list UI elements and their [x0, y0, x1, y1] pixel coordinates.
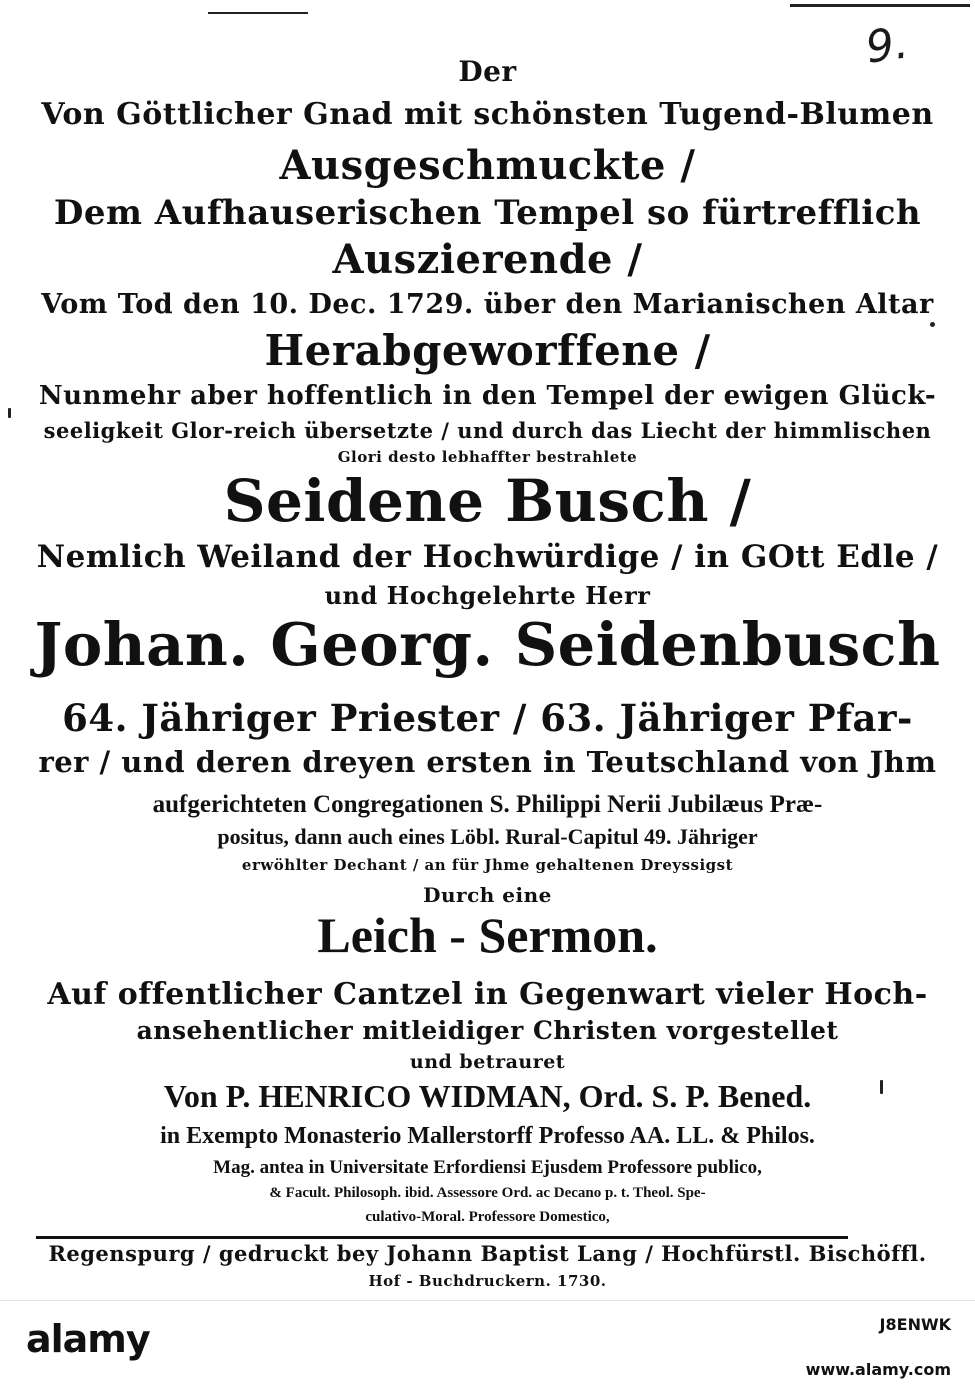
- title-line: Glori desto lebhaffter bestrahlete: [337, 448, 638, 466]
- ink-speck: [8, 408, 11, 418]
- image-id: J8ENWK: [879, 1315, 951, 1334]
- title-line: Von Göttlicher Gnad mit schönsten Tugend-Blumen: [41, 97, 934, 132]
- title-line: aufgerichteten Congregationen S. Philippi Nerii Jubilæus Præ-: [152, 791, 823, 818]
- title-line: culativo-Moral. Professore Domestico,: [365, 1209, 610, 1225]
- title-line: positus, dann auch eines Löbl. Rural-Capitul 49. Jähriger: [217, 824, 758, 849]
- subject-name: Johan. Georg. Seidenbusch: [34, 610, 941, 679]
- title-line: Auszierende /: [332, 236, 643, 283]
- folio-number: 9.: [862, 17, 912, 74]
- title-line: Herabgeworffene /: [264, 326, 711, 375]
- title-line: Durch eine: [423, 883, 552, 907]
- imprint-line: Regenspurg / gedruckt bey Johann Baptist Lang / Hochfürstl. Bischöffl.: [48, 1241, 927, 1266]
- sermon-title: Leich - Sermon.: [317, 907, 658, 963]
- imprint-rule: [36, 1236, 848, 1239]
- title-line: Auf offentlicher Cantzel in Gegenwart vieler Hoch-: [47, 977, 928, 1012]
- title-line: und betrauret: [409, 1051, 566, 1073]
- ink-speck: [880, 1080, 883, 1094]
- author-line: Von P. HENRICO WIDMAN, Ord. S. P. Bened.: [163, 1078, 812, 1114]
- title-line: und Hochgelehrte Herr: [324, 581, 651, 610]
- title-line: 64. Jähriger Priester / 63. Jähriger Pfar-: [62, 696, 913, 740]
- title-line-der: Der: [458, 55, 517, 88]
- title-line: Nemlich Weiland der Hochwürdige / in GOtt Edle /: [36, 539, 939, 575]
- main-title-seidene-busch: Seidene Busch /: [223, 467, 752, 535]
- title-line: in Exempto Monasterio Mallerstorff Professo AA. LL. & Philos.: [160, 1123, 815, 1149]
- site-url: www.alamy.com: [805, 1360, 951, 1379]
- alamy-logo: alamy: [26, 1317, 150, 1361]
- title-line: Ausgeschmuckte /: [279, 142, 696, 189]
- title-line: Mag. antea in Universitate Erfordiensi Ejusdem Professore publico,: [213, 1157, 762, 1178]
- watermark-meta: [806, 1315, 951, 1379]
- title-line: Nunmehr aber hoffentlich in den Tempel der ewigen Glück-: [38, 381, 937, 411]
- title-line: Dem Aufhauserischen Tempel so fürtrefflich: [53, 193, 922, 233]
- title-line: & Facult. Philosoph. ibid. Assessore Ord. ac Decano p. t. Theol. Spe-: [269, 1185, 706, 1201]
- title-line: ansehentlicher mitleidiger Christen vorgestellet: [136, 1016, 839, 1045]
- title-line: rer / und deren dreyen ersten in Teutschland von Jhm: [38, 745, 937, 779]
- title-line: seeligkeit Glor-reich übersetzte / und durch das Liecht der himmlischen: [43, 418, 932, 443]
- top-rule-left: [208, 12, 308, 14]
- title-line: erwöhlter Dechant / an für Jhme gehaltenen Dreyssigst: [241, 856, 734, 874]
- stock-watermark-bar: [0, 1300, 975, 1391]
- title-line: Vom Tod den 10. Dec. 1729. über den Marianischen Altar: [41, 289, 934, 320]
- imprint-line: Hof - Buchdruckern. 1730.: [368, 1272, 607, 1290]
- top-rule-right: [790, 4, 970, 7]
- ink-speck: [930, 322, 935, 327]
